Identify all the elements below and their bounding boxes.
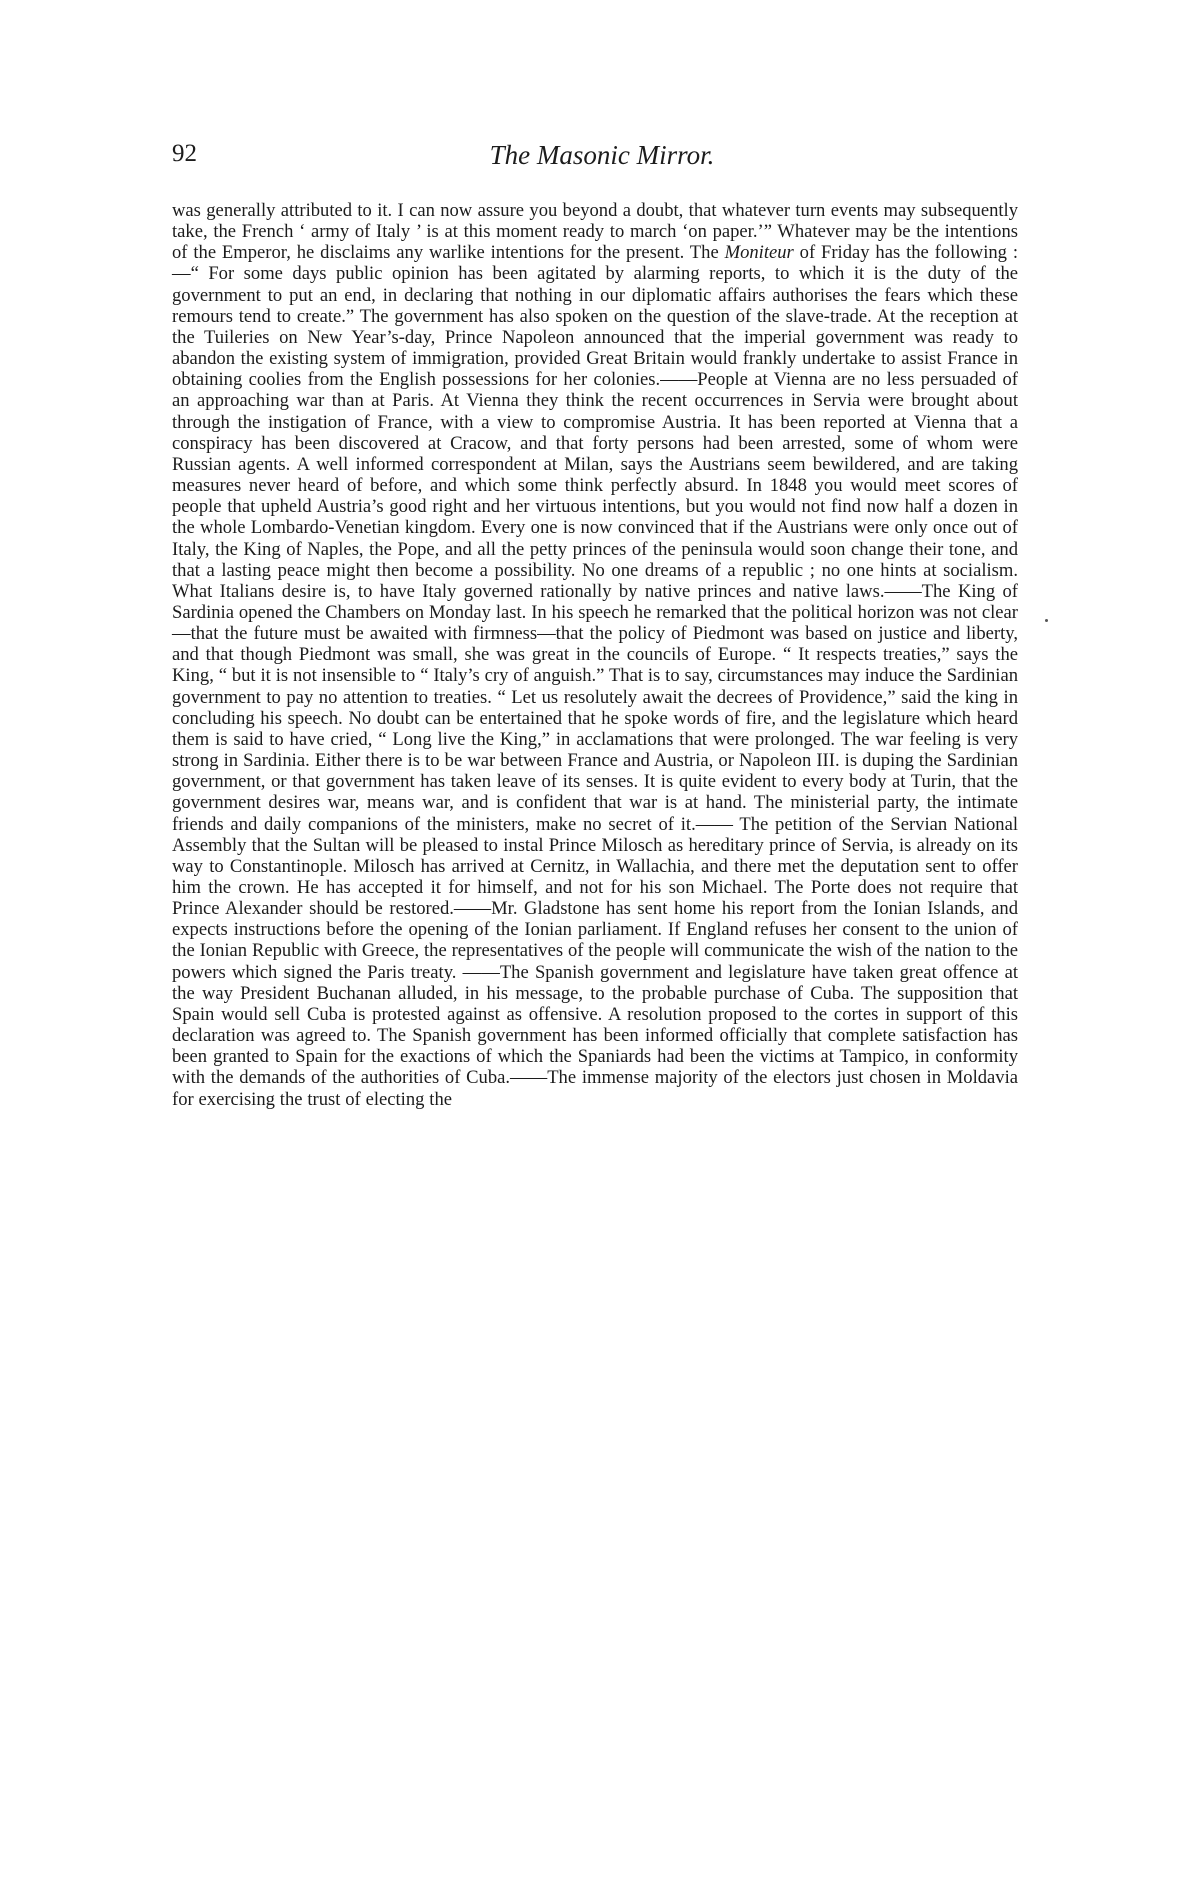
- ink-speck: [1045, 619, 1048, 622]
- body-text-segment: of Friday has the following :—“ For some days public opinion has been agitated by alarming reports, to which it is the duty of the government to put an end, in declaring that nothing in our diplomatic affairs authorises the fears which these remours tend to create.” The government has also spoken on the question of the slave-trade. At the reception at the Tuileries on New Year’s-day, Prince Napoleon announced that the imperial government was ready to abandon the existing system of immigration, provided Great Britain would frankly undertake to assist France in obtaining coolies from the English possessions for her colonies.——People at Vienna are no less persuaded of an approaching war than at Paris. At Vienna they think the recent occurrences in Servia were brought about through the instigation of France, with a view to compromise Austria. It has been reported at Vienna that a conspiracy has been discovered at Cracow, and that forty persons had been arrested, some of whom were Russian agents. A well informed correspondent at Milan, says the Austrians seem bewildered, and are taking measures never heard of before, and which some think perfectly absurd. In 1848 you would meet scores of people that upheld Austria’s good right and her virtuous intentions, but you would not find now half a dozen in the whole Lombardo-Venetian kingdom. Every one is now convinced that if the Austrians were only once out of Italy, the King of Naples, the Pope, and all the petty princes of the peninsula would soon change their tone, and that a lasting peace might then become a possibility. No one dreams of a republic ; no one hints at socialism. What Italians desire is, to have Italy governed rationally by native princes and native laws.——The King of Sardinia opened the Chambers on Monday last. In his speech he remarked that the political horizon was not clear—that the future must be awaited with firmness—that the policy of Piedmont was based on justice and liberty, and that though Piedmont was small, she was great in the councils of Europe. “ It respects treaties,” says the King, “ but it is not insensible to “ Italy’s cry of anguish.” That is to say, circumstances may induce the Sardinian government to pay no attention to treaties. “ Let us resolutely await the decrees of Providence,” said the king in concluding his speech. No doubt can be entertained that he spoke words of fire, and the legislature which heard them is said to have cried, “ Long live the King,” in acclamations that were prolonged. The war feeling is very strong in Sardinia. Either there is to be war between France and Austria, or Napoleon III. is duping the Sardinian government, or that government has taken leave of its senses. It is quite evident to every body at Turin, that the government desires war, means war, and is confident that war is at hand. The ministerial party, the intimate friends and daily companions of the ministers, make no secret of it.—— The petition of the Servian National Assembly that the Sultan will be pleased to instal Prince Milosch as hereditary prince of Servia, is already on its way to Constantinople. Milosch has arrived at Cernitz, in Wallachia, and there met the deputation sent to offer him the crown. He has accepted it for himself, and not for his son Michael. The Porte does not require that Prince Alexander should be restored.——Mr. Gladstone has sent home his report from the Ionian Islands, and expects instructions before the opening of the Ionian parliament. If England refuses her consent to the union of the Ionian Republic with Greece, the representatives of the people will communicate the wish of the nation to the powers which signed the Paris treaty. ——The Spanish government and legislature have taken great offence at the way President Buchanan alluded, in his message, to the probable purchase of Cuba. The supposition that Spain would sell Cuba is protested against as offensive. A resolution proposed to the cortes in support of this declaration was agreed to. The Spanish government has been informed officially that complete satisfaction has been granted to Spain for the exactions of which the Spaniards had been the victims at Tampico, in conformity with the demands of the authorities of Cuba.——The immense majority of the electors just chosen in Moldavia for exercising the trust of electing the: [172, 242, 1018, 1110]
- page-header: [172, 140, 1032, 180]
- newspaper-title-moniteur: Moniteur: [724, 242, 794, 264]
- running-title: The Masonic Mirror.: [489, 140, 715, 170]
- page-number: 92: [172, 140, 197, 167]
- body-text-segment: was generally attributed to it. I can now assure you beyond a doubt, that whatever turn events may subsequently take, the French ‘ army of Italy ’ is at this moment ready to march ‘on paper.’” Whatever may be the intentions of the Emperor, he disclaims any warlike intentions for the present. The: [172, 200, 1018, 264]
- body-paragraph: [172, 200, 1018, 1110]
